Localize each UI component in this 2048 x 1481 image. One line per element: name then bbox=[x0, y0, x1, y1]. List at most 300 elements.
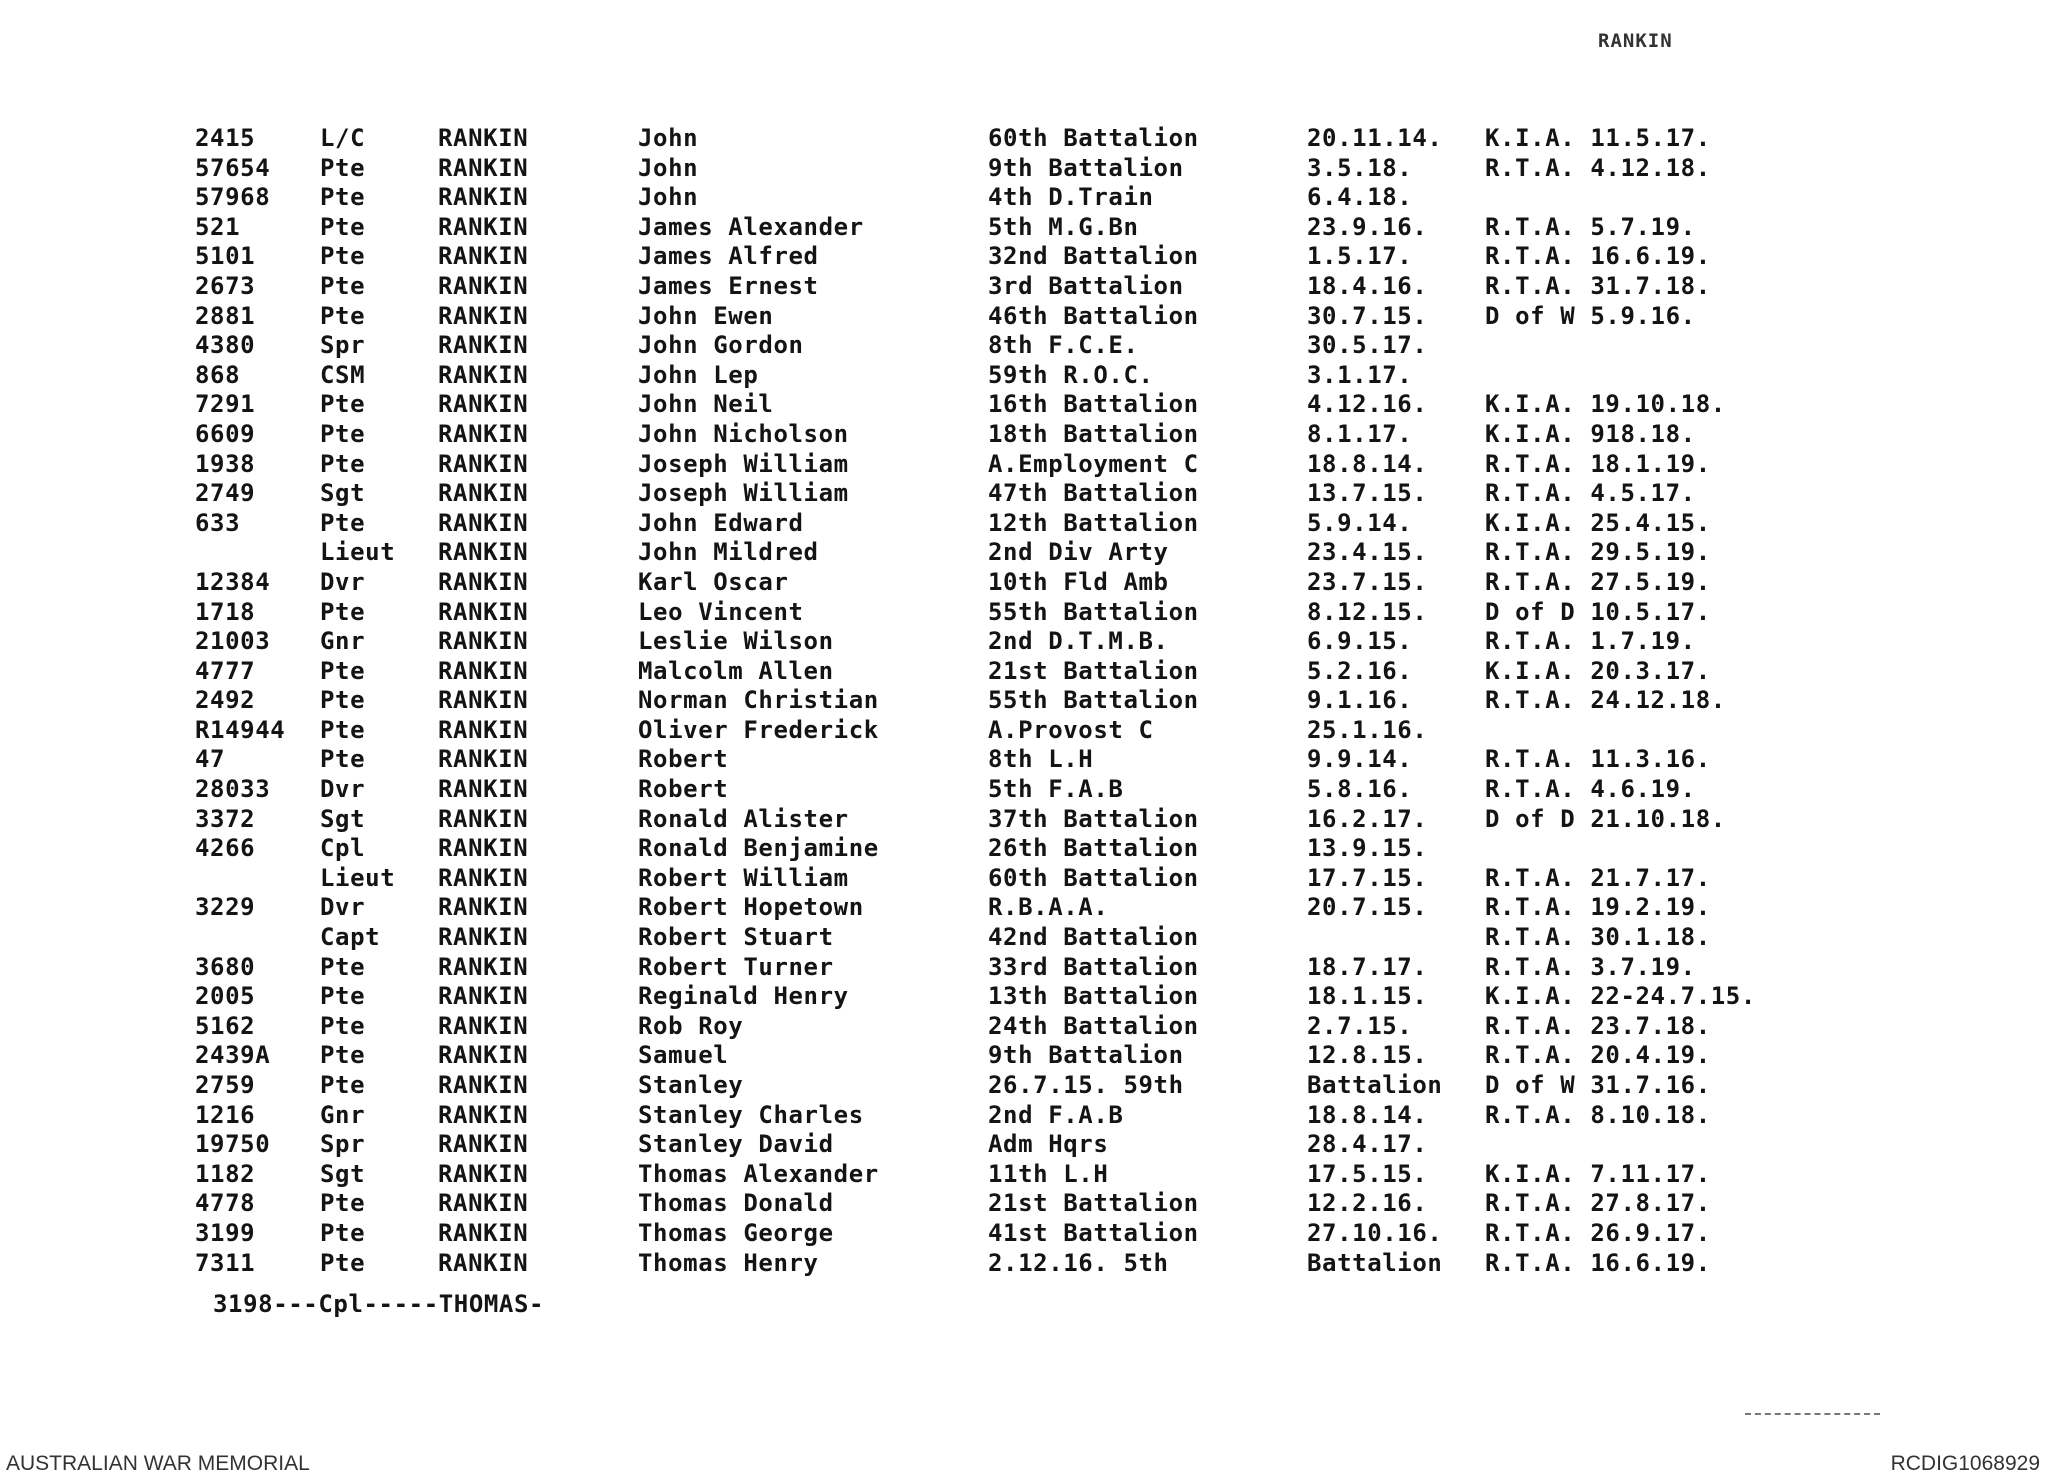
service-number: 7311 bbox=[195, 1248, 256, 1277]
enlistment-date: 30.5.17. bbox=[1307, 331, 1428, 360]
given-names: Joseph William bbox=[638, 449, 849, 478]
rank: Pte bbox=[320, 715, 366, 744]
roll-row bbox=[195, 1101, 1835, 1131]
rank: Pte bbox=[320, 271, 366, 300]
unit: 2.12.16. 5th bbox=[988, 1248, 1169, 1277]
service-number: 2759 bbox=[195, 1071, 256, 1099]
fate: R.T.A. 1.7.19. bbox=[1485, 627, 1696, 656]
roll-row bbox=[195, 1130, 1835, 1160]
fate: D of D 21.10.18. bbox=[1485, 804, 1726, 833]
given-names: Karl Oscar bbox=[638, 567, 789, 596]
surname: RANKIN bbox=[438, 1071, 529, 1099]
fate: R.T.A. 27.8.17. bbox=[1485, 1189, 1711, 1218]
surname: RANKIN bbox=[438, 834, 529, 863]
enlistment-date: 18.1.15. bbox=[1307, 982, 1428, 1011]
enlistment-date: Battalion bbox=[1307, 1248, 1443, 1277]
rank: Pte bbox=[320, 745, 366, 774]
rank: Sgt bbox=[320, 804, 366, 833]
unit: 21st Battalion bbox=[988, 656, 1199, 685]
surname: RANKIN bbox=[438, 893, 529, 922]
rank: Pte bbox=[320, 952, 366, 981]
unit: R.B.A.A. bbox=[988, 893, 1109, 922]
service-number: 4778 bbox=[195, 1189, 256, 1218]
surname: RANKIN bbox=[438, 1130, 529, 1159]
enlistment-date: 13.7.15. bbox=[1307, 479, 1428, 508]
service-number: R14944 bbox=[195, 715, 286, 744]
roll-row bbox=[195, 953, 1835, 983]
enlistment-date: 1.5.17. bbox=[1307, 242, 1413, 271]
roll-row bbox=[195, 450, 1835, 480]
rank: Pte bbox=[320, 1218, 366, 1247]
given-names: John Gordon bbox=[638, 331, 804, 360]
rank: Pte bbox=[320, 1011, 366, 1040]
fate: R.T.A. 3.7.19. bbox=[1485, 952, 1696, 981]
surname: RANKIN bbox=[438, 1218, 529, 1247]
rank: Cpl bbox=[320, 834, 366, 863]
enlistment-date: 2.7.15. bbox=[1307, 1011, 1413, 1040]
service-number: 2673 bbox=[195, 271, 256, 300]
rank: Pte bbox=[320, 390, 366, 419]
rank: Pte bbox=[320, 212, 366, 241]
unit: 47th Battalion bbox=[988, 479, 1199, 508]
roll-row bbox=[195, 1249, 1835, 1279]
surname: RANKIN bbox=[438, 1041, 529, 1070]
rank: Pte bbox=[320, 301, 366, 330]
unit: 55th Battalion bbox=[988, 597, 1199, 626]
enlistment-date: 17.7.15. bbox=[1307, 863, 1428, 892]
unit: A.Provost C bbox=[988, 715, 1154, 744]
surname: RANKIN bbox=[438, 331, 529, 360]
page-header-name: RANKIN bbox=[1598, 30, 1673, 52]
unit: 60th Battalion bbox=[988, 124, 1199, 152]
unit: 2nd Div Arty bbox=[988, 538, 1169, 567]
given-names: John bbox=[638, 153, 699, 182]
service-number: 2881 bbox=[195, 301, 256, 330]
fate: R.T.A. 31.7.18. bbox=[1485, 271, 1711, 300]
rank: Pte bbox=[320, 153, 366, 182]
surname: RANKIN bbox=[438, 597, 529, 626]
fate: R.T.A. 18.1.19. bbox=[1485, 449, 1711, 478]
fate: R.T.A. 16.6.19. bbox=[1485, 1248, 1711, 1277]
given-names: Ronald Alister bbox=[638, 804, 849, 833]
surname: RANKIN bbox=[438, 183, 529, 212]
surname: RANKIN bbox=[438, 390, 529, 419]
given-names: Malcolm Allen bbox=[638, 656, 834, 685]
roll-row bbox=[195, 982, 1835, 1012]
unit: 32nd Battalion bbox=[988, 242, 1199, 271]
unit: 8th L.H bbox=[988, 745, 1094, 774]
given-names: Rob Roy bbox=[638, 1011, 744, 1040]
rank: Lieut bbox=[320, 538, 396, 567]
struck-through-trailer: 3198---Cpl-----THOMAS- bbox=[213, 1290, 545, 1318]
service-number: 6609 bbox=[195, 419, 256, 448]
roll-row bbox=[195, 213, 1835, 243]
given-names: John Edward bbox=[638, 508, 804, 537]
given-names: Thomas Donald bbox=[638, 1189, 834, 1218]
roll-row bbox=[195, 420, 1835, 450]
given-names: John Ewen bbox=[638, 301, 774, 330]
roll-row bbox=[195, 745, 1835, 775]
rank: Pte bbox=[320, 1071, 366, 1099]
service-number: 2439A bbox=[195, 1041, 271, 1070]
roll-row bbox=[195, 538, 1835, 568]
roll-row bbox=[195, 331, 1835, 361]
rank: Pte bbox=[320, 656, 366, 685]
surname: RANKIN bbox=[438, 775, 529, 804]
surname: RANKIN bbox=[438, 242, 529, 271]
fate: R.T.A. 5.7.19. bbox=[1485, 212, 1696, 241]
enlistment-date: 20.7.15. bbox=[1307, 893, 1428, 922]
rank: Gnr bbox=[320, 1100, 366, 1129]
given-names: John Neil bbox=[638, 390, 774, 419]
service-number: 2005 bbox=[195, 982, 256, 1011]
fate: K.I.A. 7.11.17. bbox=[1485, 1159, 1711, 1188]
enlistment-date: 8.12.15. bbox=[1307, 597, 1428, 626]
roll-row bbox=[195, 864, 1835, 894]
service-number: 5162 bbox=[195, 1011, 256, 1040]
service-number: 868 bbox=[195, 360, 241, 389]
surname: RANKIN bbox=[438, 952, 529, 981]
given-names: Reginald Henry bbox=[638, 982, 849, 1011]
given-names: James Ernest bbox=[638, 271, 819, 300]
given-names: Ronald Benjamine bbox=[638, 834, 879, 863]
fate: K.I.A. 11.5.17. bbox=[1485, 124, 1711, 152]
unit: 8th F.C.E. bbox=[988, 331, 1139, 360]
roll-row bbox=[195, 272, 1835, 302]
given-names: Robert bbox=[638, 745, 729, 774]
fate: K.I.A. 918.18. bbox=[1485, 419, 1696, 448]
surname: RANKIN bbox=[438, 804, 529, 833]
enlistment-date: 5.9.14. bbox=[1307, 508, 1413, 537]
enlistment-date: 18.8.14. bbox=[1307, 1100, 1428, 1129]
given-names: Samuel bbox=[638, 1041, 729, 1070]
fate: D of W 31.7.16. bbox=[1485, 1071, 1711, 1099]
enlistment-date: Battalion bbox=[1307, 1071, 1443, 1099]
unit: 12th Battalion bbox=[988, 508, 1199, 537]
service-number: 28033 bbox=[195, 775, 271, 804]
fate: R.T.A. 26.9.17. bbox=[1485, 1218, 1711, 1247]
roll-row bbox=[195, 1012, 1835, 1042]
rank: Pte bbox=[320, 597, 366, 626]
fate: R.T.A. 19.2.19. bbox=[1485, 893, 1711, 922]
roll-row bbox=[195, 1189, 1835, 1219]
rank: Dvr bbox=[320, 567, 366, 596]
unit: 9th Battalion bbox=[988, 1041, 1184, 1070]
roll-row bbox=[195, 775, 1835, 805]
service-number: 3199 bbox=[195, 1218, 256, 1247]
unit: 42nd Battalion bbox=[988, 923, 1199, 952]
given-names: James Alfred bbox=[638, 242, 819, 271]
enlistment-date: 6.9.15. bbox=[1307, 627, 1413, 656]
given-names: Robert Hopetown bbox=[638, 893, 864, 922]
service-number: 5101 bbox=[195, 242, 256, 271]
enlistment-date: 3.1.17. bbox=[1307, 360, 1413, 389]
service-number: 2749 bbox=[195, 479, 256, 508]
roll-row bbox=[195, 805, 1835, 835]
unit: 26th Battalion bbox=[988, 834, 1199, 863]
rank: Pte bbox=[320, 449, 366, 478]
enlistment-date: 20.11.14. bbox=[1307, 124, 1443, 152]
surname: RANKIN bbox=[438, 1159, 529, 1188]
enlistment-date: 8.1.17. bbox=[1307, 419, 1413, 448]
footer-rule bbox=[1745, 1413, 1880, 1415]
rank: L/C bbox=[320, 124, 366, 152]
rank: Lieut bbox=[320, 863, 396, 892]
surname: RANKIN bbox=[438, 656, 529, 685]
surname: RANKIN bbox=[438, 1189, 529, 1218]
given-names: Robert William bbox=[638, 863, 849, 892]
rank: Dvr bbox=[320, 775, 366, 804]
unit: 5th F.A.B bbox=[988, 775, 1124, 804]
unit: 18th Battalion bbox=[988, 419, 1199, 448]
given-names: Stanley Charles bbox=[638, 1100, 864, 1129]
enlistment-date: 3.5.18. bbox=[1307, 153, 1413, 182]
unit: 24th Battalion bbox=[988, 1011, 1199, 1040]
roll-row bbox=[195, 124, 1835, 154]
given-names: John Nicholson bbox=[638, 419, 849, 448]
service-number: 1216 bbox=[195, 1100, 256, 1129]
service-number: 57968 bbox=[195, 183, 271, 212]
nominal-roll-list bbox=[195, 124, 1835, 1278]
enlistment-date: 27.10.16. bbox=[1307, 1218, 1443, 1247]
enlistment-date: 23.7.15. bbox=[1307, 567, 1428, 596]
footer-record-id: RCDIG1068929 bbox=[1890, 1452, 2040, 1475]
surname: RANKIN bbox=[438, 745, 529, 774]
enlistment-date: 6.4.18. bbox=[1307, 183, 1413, 212]
unit: 37th Battalion bbox=[988, 804, 1199, 833]
roll-row bbox=[195, 183, 1835, 213]
service-number: 4380 bbox=[195, 331, 256, 360]
given-names: Norman Christian bbox=[638, 686, 879, 715]
roll-row bbox=[195, 598, 1835, 628]
fate: R.T.A. 30.1.18. bbox=[1485, 923, 1711, 952]
surname: RANKIN bbox=[438, 1011, 529, 1040]
roll-row bbox=[195, 568, 1835, 598]
fate: D of D 10.5.17. bbox=[1485, 597, 1711, 626]
fate: K.I.A. 25.4.15. bbox=[1485, 508, 1711, 537]
fate: K.I.A. 20.3.17. bbox=[1485, 656, 1711, 685]
unit: 10th Fld Amb bbox=[988, 567, 1169, 596]
roll-row bbox=[195, 1219, 1835, 1249]
unit: 41st Battalion bbox=[988, 1218, 1199, 1247]
enlistment-date: 30.7.15. bbox=[1307, 301, 1428, 330]
service-number: 4777 bbox=[195, 656, 256, 685]
fate: R.T.A. 27.5.19. bbox=[1485, 567, 1711, 596]
fate: R.T.A. 4.6.19. bbox=[1485, 775, 1696, 804]
rank: CSM bbox=[320, 360, 366, 389]
surname: RANKIN bbox=[438, 153, 529, 182]
roll-row bbox=[195, 686, 1835, 716]
fate: R.T.A. 24.12.18. bbox=[1485, 686, 1726, 715]
service-number: 2415 bbox=[195, 124, 256, 152]
rank: Pte bbox=[320, 686, 366, 715]
given-names: John bbox=[638, 183, 699, 212]
unit: 2nd F.A.B bbox=[988, 1100, 1124, 1129]
unit: 55th Battalion bbox=[988, 686, 1199, 715]
given-names: Stanley bbox=[638, 1071, 744, 1099]
surname: RANKIN bbox=[438, 923, 529, 952]
roll-row bbox=[195, 1160, 1835, 1190]
given-names: Thomas Alexander bbox=[638, 1159, 879, 1188]
fate: R.T.A. 11.3.16. bbox=[1485, 745, 1711, 774]
surname: RANKIN bbox=[438, 508, 529, 537]
rank: Pte bbox=[320, 1248, 366, 1277]
surname: RANKIN bbox=[438, 715, 529, 744]
unit: Adm Hqrs bbox=[988, 1130, 1109, 1159]
fate: R.T.A. 20.4.19. bbox=[1485, 1041, 1711, 1070]
rank: Sgt bbox=[320, 1159, 366, 1188]
rank: Spr bbox=[320, 1130, 366, 1159]
given-names: Oliver Frederick bbox=[638, 715, 879, 744]
unit: 9th Battalion bbox=[988, 153, 1184, 182]
enlistment-date: 28.4.17. bbox=[1307, 1130, 1428, 1159]
enlistment-date: 18.8.14. bbox=[1307, 449, 1428, 478]
enlistment-date: 12.2.16. bbox=[1307, 1189, 1428, 1218]
unit: 60th Battalion bbox=[988, 863, 1199, 892]
surname: RANKIN bbox=[438, 419, 529, 448]
roll-row bbox=[195, 923, 1835, 953]
fate: R.T.A. 21.7.17. bbox=[1485, 863, 1711, 892]
fate: R.T.A. 8.10.18. bbox=[1485, 1100, 1711, 1129]
unit: 46th Battalion bbox=[988, 301, 1199, 330]
service-number: 47 bbox=[195, 745, 226, 774]
rank: Dvr bbox=[320, 893, 366, 922]
roll-row bbox=[195, 509, 1835, 539]
roll-row bbox=[195, 1071, 1835, 1101]
unit: 26.7.15. 59th bbox=[988, 1071, 1184, 1099]
service-number: 7291 bbox=[195, 390, 256, 419]
surname: RANKIN bbox=[438, 124, 529, 152]
given-names: Leslie Wilson bbox=[638, 627, 834, 656]
service-number: 1182 bbox=[195, 1159, 256, 1188]
rank: Pte bbox=[320, 508, 366, 537]
unit: 5th M.G.Bn bbox=[988, 212, 1139, 241]
unit: 16th Battalion bbox=[988, 390, 1199, 419]
given-names: Robert Turner bbox=[638, 952, 834, 981]
surname: RANKIN bbox=[438, 271, 529, 300]
surname: RANKIN bbox=[438, 982, 529, 1011]
surname: RANKIN bbox=[438, 863, 529, 892]
service-number: 1718 bbox=[195, 597, 256, 626]
fate: K.I.A. 19.10.18. bbox=[1485, 390, 1726, 419]
unit: 21st Battalion bbox=[988, 1189, 1199, 1218]
given-names: Stanley David bbox=[638, 1130, 834, 1159]
rank: Pte bbox=[320, 982, 366, 1011]
surname: RANKIN bbox=[438, 212, 529, 241]
fate: R.T.A. 16.6.19. bbox=[1485, 242, 1711, 271]
footer-institution: AUSTRALIAN WAR MEMORIAL bbox=[6, 1452, 310, 1475]
rank: Pte bbox=[320, 1041, 366, 1070]
fate: D of W 5.9.16. bbox=[1485, 301, 1696, 330]
enlistment-date: 23.4.15. bbox=[1307, 538, 1428, 567]
service-number: 2492 bbox=[195, 686, 256, 715]
surname: RANKIN bbox=[438, 479, 529, 508]
service-number: 3229 bbox=[195, 893, 256, 922]
surname: RANKIN bbox=[438, 449, 529, 478]
surname: RANKIN bbox=[438, 360, 529, 389]
unit: 4th D.Train bbox=[988, 183, 1154, 212]
rank: Pte bbox=[320, 1189, 366, 1218]
service-number: 57654 bbox=[195, 153, 271, 182]
rank: Gnr bbox=[320, 627, 366, 656]
unit: 59th R.O.C. bbox=[988, 360, 1154, 389]
given-names: John bbox=[638, 124, 699, 152]
unit: 2nd D.T.M.B. bbox=[988, 627, 1169, 656]
rank: Pte bbox=[320, 242, 366, 271]
roll-row bbox=[195, 302, 1835, 332]
service-number: 521 bbox=[195, 212, 241, 241]
given-names: Thomas Henry bbox=[638, 1248, 819, 1277]
enlistment-date: 4.12.16. bbox=[1307, 390, 1428, 419]
surname: RANKIN bbox=[438, 567, 529, 596]
surname: RANKIN bbox=[438, 1248, 529, 1277]
service-number: 3372 bbox=[195, 804, 256, 833]
given-names: James Alexander bbox=[638, 212, 864, 241]
service-number: 1938 bbox=[195, 449, 256, 478]
unit: 11th L.H bbox=[988, 1159, 1109, 1188]
given-names: Thomas George bbox=[638, 1218, 834, 1247]
surname: RANKIN bbox=[438, 627, 529, 656]
roll-row bbox=[195, 834, 1835, 864]
rank: Sgt bbox=[320, 479, 366, 508]
rank: Pte bbox=[320, 419, 366, 448]
roll-row bbox=[195, 479, 1835, 509]
surname: RANKIN bbox=[438, 538, 529, 567]
unit: 13th Battalion bbox=[988, 982, 1199, 1011]
service-number: 19750 bbox=[195, 1130, 271, 1159]
unit: A.Employment C bbox=[988, 449, 1199, 478]
roll-row bbox=[195, 716, 1835, 746]
enlistment-date: 9.9.14. bbox=[1307, 745, 1413, 774]
surname: RANKIN bbox=[438, 686, 529, 715]
fate: R.T.A. 4.12.18. bbox=[1485, 153, 1711, 182]
roll-row bbox=[195, 893, 1835, 923]
given-names: John Lep bbox=[638, 360, 759, 389]
enlistment-date: 17.5.15. bbox=[1307, 1159, 1428, 1188]
roll-row bbox=[195, 1041, 1835, 1071]
enlistment-date: 25.1.16. bbox=[1307, 715, 1428, 744]
enlistment-date: 18.7.17. bbox=[1307, 952, 1428, 981]
given-names: Joseph William bbox=[638, 479, 849, 508]
service-number: 3680 bbox=[195, 952, 256, 981]
given-names: Robert Stuart bbox=[638, 923, 834, 952]
rank: Pte bbox=[320, 183, 366, 212]
rank: Spr bbox=[320, 331, 366, 360]
surname: RANKIN bbox=[438, 301, 529, 330]
roll-row bbox=[195, 390, 1835, 420]
roll-row bbox=[195, 657, 1835, 687]
unit: 33rd Battalion bbox=[988, 952, 1199, 981]
enlistment-date: 9.1.16. bbox=[1307, 686, 1413, 715]
service-number: 12384 bbox=[195, 567, 271, 596]
roll-row bbox=[195, 242, 1835, 272]
rank: Capt bbox=[320, 923, 381, 952]
fate: K.I.A. 22-24.7.15. bbox=[1485, 982, 1756, 1011]
enlistment-date: 16.2.17. bbox=[1307, 804, 1428, 833]
service-number: 21003 bbox=[195, 627, 271, 656]
service-number: 4266 bbox=[195, 834, 256, 863]
enlistment-date: 5.2.16. bbox=[1307, 656, 1413, 685]
roll-row bbox=[195, 361, 1835, 391]
enlistment-date: 23.9.16. bbox=[1307, 212, 1428, 241]
roll-row bbox=[195, 627, 1835, 657]
enlistment-date: 13.9.15. bbox=[1307, 834, 1428, 863]
fate: R.T.A. 23.7.18. bbox=[1485, 1011, 1711, 1040]
fate: R.T.A. 29.5.19. bbox=[1485, 538, 1711, 567]
enlistment-date: 18.4.16. bbox=[1307, 271, 1428, 300]
given-names: Leo Vincent bbox=[638, 597, 804, 626]
given-names: Robert bbox=[638, 775, 729, 804]
